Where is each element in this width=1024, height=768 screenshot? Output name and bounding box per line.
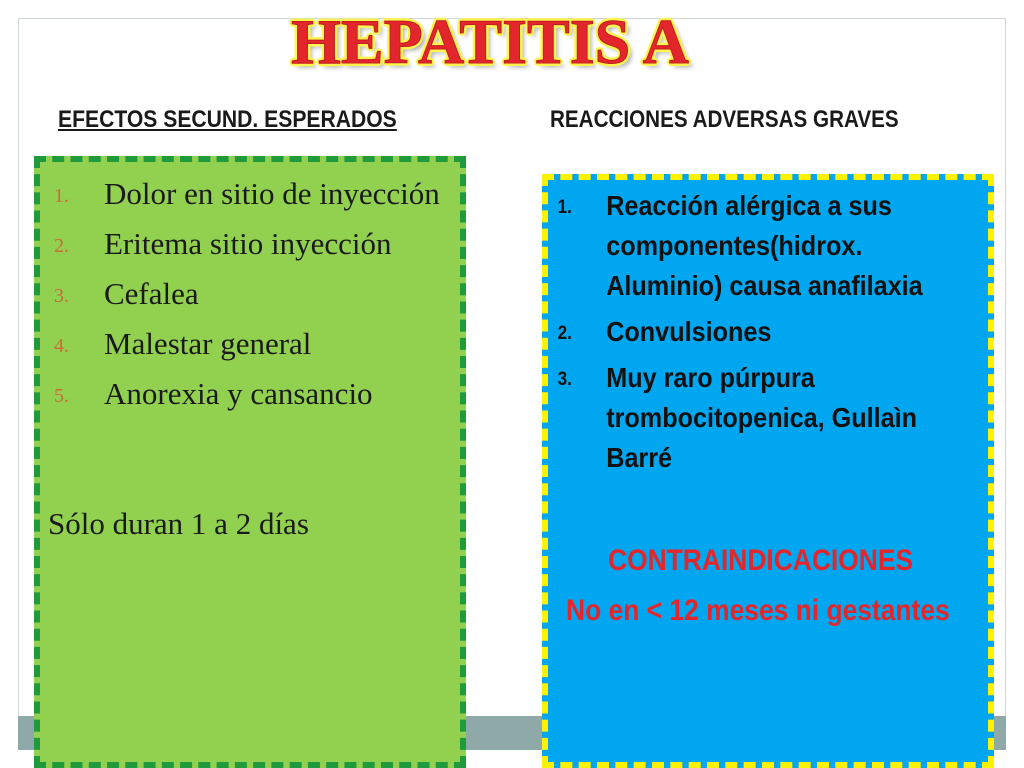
duration-note: Sólo duran 1 a 2 días	[48, 506, 309, 541]
list-item	[46, 274, 446, 314]
list-number: 2.	[54, 235, 69, 257]
list-number: 1.	[557, 197, 572, 218]
list-item-text: Muy raro púrpura trombocitopenica, Gullaìn Barré	[606, 362, 918, 473]
right-column-heading: REACCIONES ADVERSAS GRAVES	[550, 106, 899, 133]
list-number: 2.	[557, 323, 572, 344]
list-item	[46, 374, 446, 414]
list-item-text: Malestar general	[104, 326, 312, 361]
contraindications-text: No en < 12 meses ni gestantes	[566, 594, 950, 627]
list-number: 3.	[54, 285, 69, 307]
list-number: 1.	[54, 185, 69, 207]
list-item-text: Dolor en sitio de inyección	[104, 176, 440, 211]
list-number: 4.	[54, 335, 69, 357]
expected-effects-list	[46, 174, 446, 414]
list-item	[46, 224, 446, 264]
list-item-text: Convulsiones	[606, 316, 772, 347]
adverse-reactions-list	[554, 186, 974, 478]
list-item-text: Cefalea	[104, 276, 199, 311]
list-item-text: Reacción alérgica a sus componentes(hidrox. Aluminio) causa anafilaxia	[606, 190, 923, 301]
list-item	[46, 174, 446, 214]
list-number: 3.	[557, 369, 572, 390]
list-item-text: Anorexia y cansancio	[104, 376, 373, 411]
adverse-reactions-box	[542, 174, 994, 768]
list-item	[554, 186, 966, 306]
list-item	[554, 358, 966, 478]
slide-title: HEPATITIS A	[291, 6, 689, 77]
expected-effects-box	[34, 156, 466, 768]
left-column-heading: EFECTOS SECUND. ESPERADOS	[58, 106, 397, 133]
list-number: 5.	[54, 385, 69, 407]
list-item	[46, 324, 446, 364]
list-item	[554, 312, 966, 352]
list-item-text: Eritema sitio inyección	[104, 226, 392, 261]
contraindications-heading: CONTRAINDICACIONES	[608, 544, 914, 577]
